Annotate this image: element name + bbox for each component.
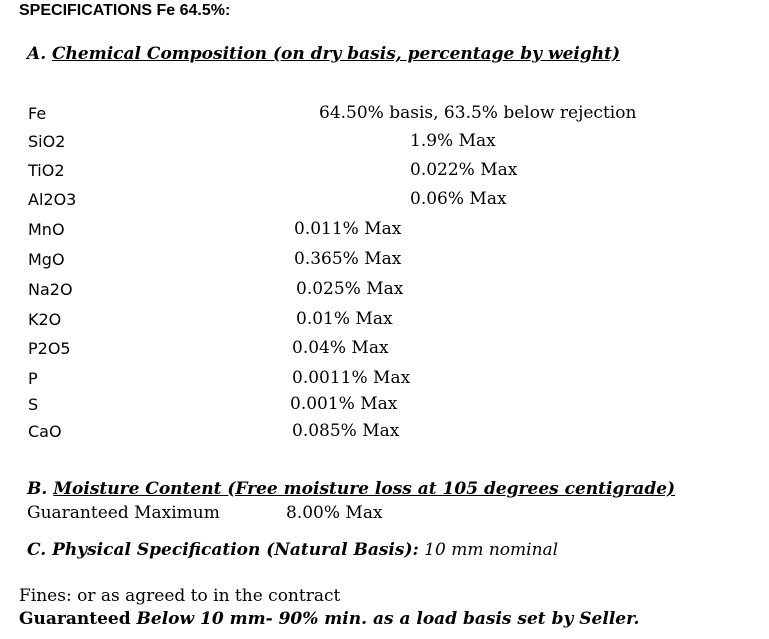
moisture-label: Guaranteed Maximum [27, 503, 220, 523]
value-sio2: 1.9% Max [410, 131, 496, 151]
section-c-line [27, 540, 558, 560]
guaranteed-line [19, 609, 639, 629]
section-a-title: Chemical Composition (on dry basis, percentage by weight) [52, 44, 621, 64]
component-mno: MnO [28, 220, 65, 239]
component-na2o: Na2O [28, 280, 73, 299]
section-c-heading: C. Physical Specification (Natural Basis): [27, 540, 419, 560]
guaranteed-word: Guaranteed [19, 609, 137, 629]
value-cao: 0.085% Max [292, 421, 400, 441]
component-p2o5: P2O5 [28, 339, 71, 358]
value-mgo: 0.365% Max [294, 249, 402, 269]
value-k2o: 0.01% Max [296, 309, 393, 329]
value-na2o: 0.025% Max [296, 279, 404, 299]
value-fe: 64.50% basis, 63.5% below rejection [319, 103, 637, 123]
component-fe: Fe [28, 104, 47, 123]
section-a-heading [27, 44, 620, 64]
value-p2o5: 0.04% Max [292, 338, 389, 358]
page-title: SPECIFICATIONS Fe 64.5%: [19, 2, 231, 19]
component-mgo: MgO [28, 250, 65, 269]
value-mno: 0.011% Max [294, 219, 402, 239]
section-c-value: 10 mm nominal [418, 540, 559, 560]
component-s: S [28, 395, 39, 414]
component-cao: CaO [28, 422, 62, 441]
value-p: 0.0011% Max [292, 368, 411, 388]
component-k2o: K2O [28, 310, 62, 329]
value-al2o3: 0.06% Max [410, 189, 507, 209]
component-al2o3: Al2O3 [28, 190, 77, 209]
section-b-title: Moisture Content (Free moisture loss at 105 degrees centigrade) [53, 479, 676, 499]
moisture-value: 8.00% Max [286, 503, 383, 523]
component-sio2: SiO2 [28, 132, 66, 151]
section-a-prefix: A. [27, 44, 53, 64]
fines-line: Fines: or as agreed to in the contract [19, 586, 341, 606]
value-tio2: 0.022% Max [410, 160, 518, 180]
section-b-prefix: B. [27, 479, 54, 499]
component-tio2: TiO2 [28, 161, 65, 180]
guaranteed-detail: Below 10 mm- 90% min. as a load basis set by Seller. [136, 609, 640, 629]
value-s: 0.001% Max [290, 394, 398, 414]
section-b-heading [27, 479, 675, 499]
component-p: P [28, 369, 38, 388]
